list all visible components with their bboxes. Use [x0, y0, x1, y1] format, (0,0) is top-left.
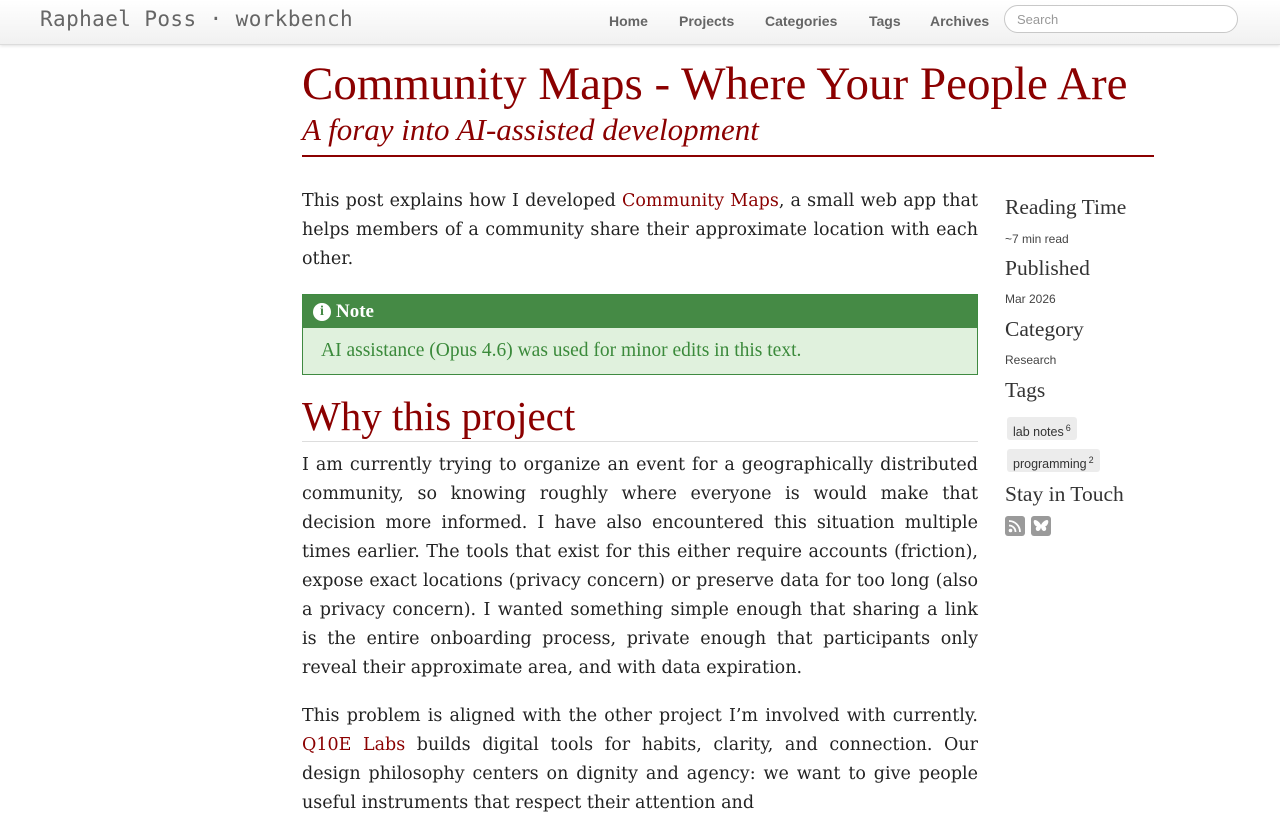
- rss-icon: [1008, 519, 1022, 533]
- intro-paragraph-container: [302, 187, 978, 274]
- note-body: AI assistance (Opus 4.6) was used for minor edits in this text.: [321, 340, 802, 361]
- published-value: Mar 2026: [1005, 292, 1056, 306]
- intro-text-before: This post explains how I developed: [302, 191, 622, 211]
- note-title: Note: [336, 300, 374, 322]
- tag-count: 2: [1088, 455, 1094, 465]
- category-heading: Category: [1005, 317, 1084, 341]
- community-maps-link[interactable]: Community Maps: [621, 191, 779, 211]
- section-heading: Why this project: [302, 392, 978, 442]
- reading-time-value: ~7 min read: [1005, 232, 1069, 246]
- reading-time-heading: Reading Time: [1005, 195, 1127, 219]
- top-navbar: [0, 0, 1280, 45]
- paragraph-2: [302, 702, 978, 818]
- post-subtitle: A foray into AI-assisted development: [302, 112, 759, 147]
- tag-count: 6: [1065, 423, 1071, 433]
- nav-archives[interactable]: Archives: [930, 13, 990, 29]
- rss-link[interactable]: [1005, 516, 1025, 536]
- search-input[interactable]: [1004, 5, 1238, 33]
- stay-in-touch-heading: Stay in Touch: [1005, 482, 1124, 506]
- nav-projects[interactable]: Projects: [679, 13, 735, 29]
- note-box: [302, 294, 978, 375]
- paragraph-1: I am currently trying to organize an event for a geographically distributed community, so knowing roughly where everyone is would make that decision more informed. I have also encountered this situation multiple times earlier. The tools that exist for this either require accounts (friction), expose exact locations (privacy concern) or preserve data for too long (also a privacy concern). I wanted something simple enough that sharing a link is the entire onboarding process, private enough that participants only reveal their approximate area, and with data expiration.: [302, 455, 978, 678]
- published-heading: Published: [1005, 256, 1090, 280]
- tag-programming[interactable]: [1007, 449, 1100, 472]
- tag-lab-notes[interactable]: [1007, 417, 1077, 440]
- post-title: Community Maps - Where Your People Are: [302, 58, 1128, 110]
- nav-home[interactable]: Home: [609, 13, 648, 29]
- paragraph-1-container: [302, 451, 978, 683]
- site-brand-link[interactable]: Raphael Poss · workbench: [40, 7, 354, 31]
- note-header: [303, 295, 977, 328]
- paragraph-2-container: [302, 702, 978, 818]
- category-link[interactable]: Research: [1005, 353, 1057, 367]
- q10e-labs-link[interactable]: Q10E Labs: [302, 735, 406, 755]
- info-icon: i: [313, 303, 331, 321]
- paragraph-2-after: builds digital tools for habits, clarity, and connection. Our design philosophy centers on dignity and agency: we want to give people useful instruments that respect their attention and: [302, 735, 978, 813]
- title-divider: [302, 155, 1154, 157]
- nav-tags[interactable]: Tags: [869, 13, 901, 29]
- post-header: [302, 56, 1154, 148]
- intro-paragraph: [302, 187, 978, 274]
- paragraph-2-before: This problem is aligned with the other project I’m involved with currently.: [302, 706, 978, 726]
- tag-label: lab notes: [1013, 425, 1064, 440]
- tags-heading: Tags: [1005, 378, 1046, 402]
- bluesky-link[interactable]: [1031, 516, 1051, 536]
- intro-text-after: , a small web app that helps members of a community share their approximate location with each other.: [302, 191, 978, 269]
- tag-label: programming: [1013, 457, 1087, 472]
- nav-categories[interactable]: Categories: [765, 13, 838, 29]
- butterfly-icon: [1033, 519, 1049, 533]
